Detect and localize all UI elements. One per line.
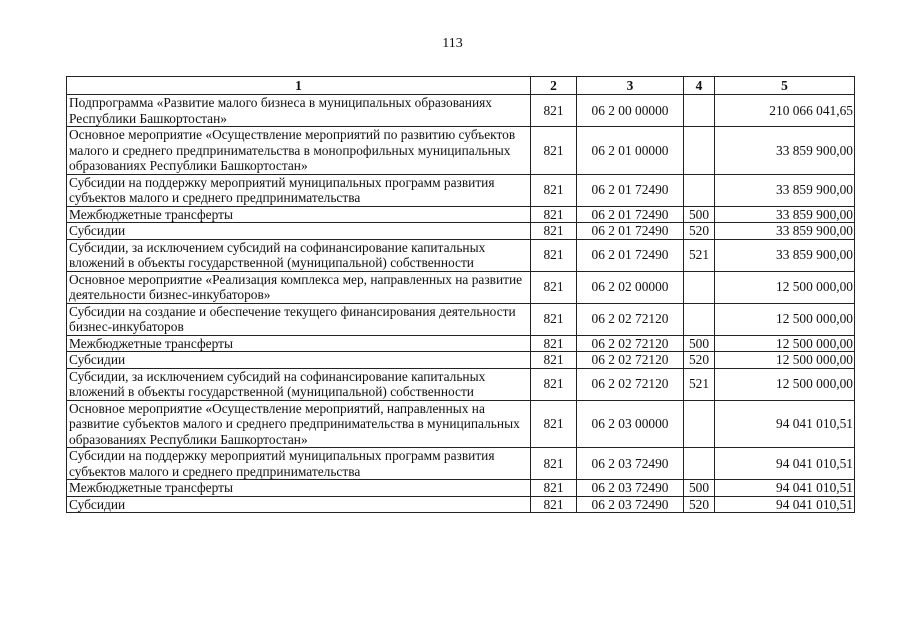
row-ved-code-cell: 821: [531, 206, 577, 223]
row-ved-code-cell: 821: [531, 352, 577, 369]
row-name-cell: Подпрограмма «Развитие малого бизнеса в муниципальных образованиях Республики Башкортостан»: [67, 95, 531, 127]
row-expense-type-cell: 521: [684, 239, 715, 271]
row-name-cell: Субсидии: [67, 352, 531, 369]
table-row: [67, 174, 855, 206]
row-expense-type-cell: 520: [684, 223, 715, 240]
row-sum-cell: 33 859 900,00: [715, 206, 855, 223]
row-sum-cell: 12 500 000,00: [715, 352, 855, 369]
table-row: [67, 95, 855, 127]
row-sum-cell: 94 041 010,51: [715, 480, 855, 497]
row-ved-code-cell: 821: [531, 303, 577, 335]
row-ved-code-cell: 821: [531, 239, 577, 271]
table-row: [67, 400, 855, 448]
row-name-cell: Межбюджетные трансферты: [67, 206, 531, 223]
table-row: [67, 496, 855, 513]
row-expense-type-cell: [684, 400, 715, 448]
row-target-article-cell: 06 2 01 72490: [577, 239, 684, 271]
row-ved-code-cell: 821: [531, 223, 577, 240]
row-target-article-cell: 06 2 01 72490: [577, 206, 684, 223]
row-target-article-cell: 06 2 02 72120: [577, 352, 684, 369]
header-col-1: 1: [67, 77, 531, 95]
row-ved-code-cell: 821: [531, 496, 577, 513]
table-row: [67, 206, 855, 223]
row-name-cell: Субсидии: [67, 223, 531, 240]
table-row: [67, 223, 855, 240]
page-number: 113: [442, 36, 463, 51]
row-sum-cell: 94 041 010,51: [715, 448, 855, 480]
row-sum-cell: 12 500 000,00: [715, 271, 855, 303]
table-row: [67, 480, 855, 497]
header-col-5: 5: [715, 77, 855, 95]
row-target-article-cell: 06 2 03 72490: [577, 480, 684, 497]
row-name-cell: Межбюджетные трансферты: [67, 335, 531, 352]
row-target-article-cell: 06 2 01 00000: [577, 127, 684, 175]
row-target-article-cell: 06 2 03 00000: [577, 400, 684, 448]
table-row: [67, 303, 855, 335]
row-ved-code-cell: 821: [531, 95, 577, 127]
row-sum-cell: 33 859 900,00: [715, 239, 855, 271]
row-ved-code-cell: 821: [531, 400, 577, 448]
row-ved-code-cell: 821: [531, 480, 577, 497]
header-col-2: 2: [531, 77, 577, 95]
header-col-3: 3: [577, 77, 684, 95]
row-name-cell: Субсидии на поддержку мероприятий муниципальных программ развития субъектов малого и среднего предпринимательства: [67, 448, 531, 480]
row-expense-type-cell: 520: [684, 496, 715, 513]
row-name-cell: Субсидии на создание и обеспечение текущего финансирования деятельности бизнес-инкубаторов: [67, 303, 531, 335]
row-expense-type-cell: [684, 448, 715, 480]
row-sum-cell: 210 066 041,65: [715, 95, 855, 127]
row-target-article-cell: 06 2 02 72120: [577, 303, 684, 335]
row-sum-cell: 33 859 900,00: [715, 127, 855, 175]
table-row: [67, 368, 855, 400]
table-row: [67, 271, 855, 303]
row-target-article-cell: 06 2 02 72120: [577, 335, 684, 352]
row-name-cell: Субсидии: [67, 496, 531, 513]
row-sum-cell: 12 500 000,00: [715, 368, 855, 400]
row-target-article-cell: 06 2 02 00000: [577, 271, 684, 303]
row-ved-code-cell: 821: [531, 127, 577, 175]
row-name-cell: Субсидии, за исключением субсидий на софинансирование капитальных вложений в объекты государственной (муниципальной) собственности: [67, 368, 531, 400]
table-row: [67, 448, 855, 480]
row-expense-type-cell: 521: [684, 368, 715, 400]
row-target-article-cell: 06 2 01 72490: [577, 174, 684, 206]
row-expense-type-cell: [684, 127, 715, 175]
row-ved-code-cell: 821: [531, 174, 577, 206]
table-row: [67, 239, 855, 271]
row-name-cell: Основное мероприятие «Осуществление мероприятий по развитию субъектов малого и среднего предпринимательства в монопрофильных муниципальных образованиях Республики Башкортостан»: [67, 127, 531, 175]
row-expense-type-cell: [684, 271, 715, 303]
row-name-cell: Межбюджетные трансферты: [67, 480, 531, 497]
row-expense-type-cell: [684, 174, 715, 206]
row-sum-cell: 33 859 900,00: [715, 174, 855, 206]
row-sum-cell: 94 041 010,51: [715, 496, 855, 513]
row-sum-cell: 33 859 900,00: [715, 223, 855, 240]
row-name-cell: Субсидии, за исключением субсидий на софинансирование капитальных вложений в объекты государственной (муниципальной) собственности: [67, 239, 531, 271]
row-target-article-cell: 06 2 03 72490: [577, 496, 684, 513]
row-sum-cell: 94 041 010,51: [715, 400, 855, 448]
table-header-row: [67, 77, 855, 95]
row-sum-cell: 12 500 000,00: [715, 335, 855, 352]
row-ved-code-cell: 821: [531, 335, 577, 352]
row-target-article-cell: 06 2 02 72120: [577, 368, 684, 400]
row-expense-type-cell: [684, 95, 715, 127]
row-expense-type-cell: 500: [684, 480, 715, 497]
row-target-article-cell: 06 2 00 00000: [577, 95, 684, 127]
header-col-4: 4: [684, 77, 715, 95]
row-ved-code-cell: 821: [531, 448, 577, 480]
table-row: [67, 127, 855, 175]
row-ved-code-cell: 821: [531, 368, 577, 400]
row-name-cell: Основное мероприятие «Осуществление мероприятий, направленных на развитие субъектов малого и среднего предпринимательства в муниципальных образованиях Республики Башкортостан»: [67, 400, 531, 448]
row-expense-type-cell: 500: [684, 206, 715, 223]
row-ved-code-cell: 821: [531, 271, 577, 303]
row-name-cell: Субсидии на поддержку мероприятий муниципальных программ развития субъектов малого и среднего предпринимательства: [67, 174, 531, 206]
budget-table: [66, 76, 855, 513]
row-name-cell: Основное мероприятие «Реализация комплекса мер, направленных на развитие деятельности бизнес-инкубаторов»: [67, 271, 531, 303]
table-row: [67, 335, 855, 352]
row-target-article-cell: 06 2 01 72490: [577, 223, 684, 240]
row-expense-type-cell: 500: [684, 335, 715, 352]
row-sum-cell: 12 500 000,00: [715, 303, 855, 335]
row-target-article-cell: 06 2 03 72490: [577, 448, 684, 480]
row-expense-type-cell: 520: [684, 352, 715, 369]
table-row: [67, 352, 855, 369]
row-expense-type-cell: [684, 303, 715, 335]
table-body: [67, 95, 855, 513]
